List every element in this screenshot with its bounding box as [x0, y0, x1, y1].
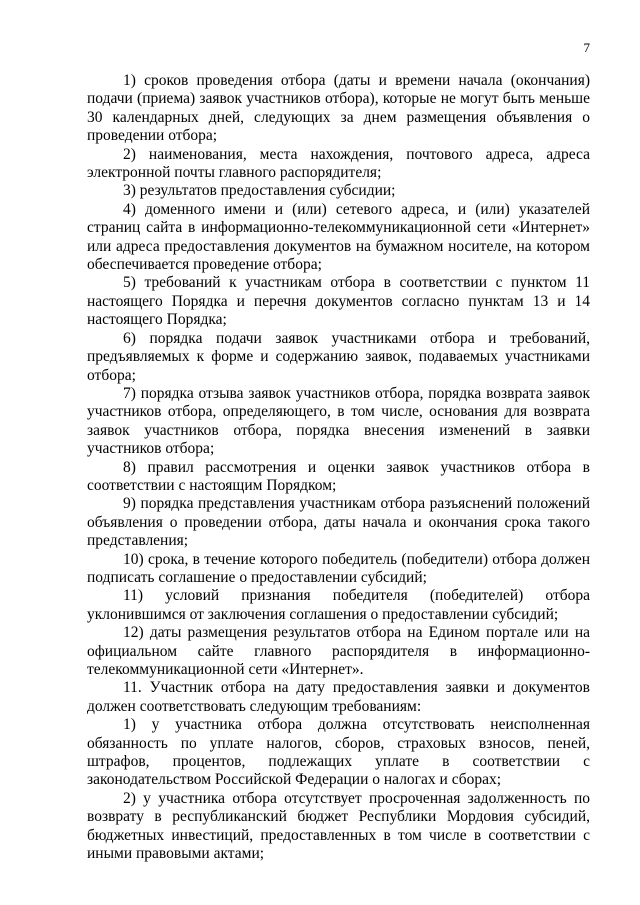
paragraph: 1) сроков проведения отбора (даты и времени начала (окончания) подачи (приема) заявок участников отбора), которые не могут быть меньше 30 календарных дней, следующих за днем размещения объявления о проведении отбора;: [87, 72, 590, 145]
paragraph: 6) порядка подачи заявок участниками отбора и требований, предъявляемых к форме и содержанию заявок, подаваемых участниками отбора;: [87, 329, 590, 384]
paragraph: 5) требований к участникам отбора в соответствии с пунктом 11 настоящего Порядка и перечня документов согласно пунктам 13 и 14 настоящего Порядка;: [87, 274, 590, 329]
paragraph: 12) даты размещения результатов отбора на Едином портале или на официальном сайте главного распорядителя в информационно-телекоммуникационной сети «Интернет».: [87, 624, 590, 678]
paragraph: 8) правил рассмотрения и оценки заявок участников отбора в соответствии с настоящим Порядком;: [87, 458, 590, 494]
paragraph: 10) срока, в течение которого победитель (победители) отбора должен подписать соглашение о предоставлении субсидий;: [87, 550, 590, 586]
paragraph: 2) наименования, места нахождения, почтового адреса, адреса электронной почты главного распорядителя;: [87, 145, 590, 182]
paragraph: 4) доменного имени и (или) сетевого адреса, и (или) указателей страниц сайта в информационно-телекоммуникационной сети «Интернет» или адреса предоставления документов на бумажном носителе, на котором обеспечивается проведение отбора;: [87, 200, 590, 274]
paragraph: 2) у участника отбора отсутствует просроченная задолженность по возврату в республиканский бюджет Республики Мордовия субсидий, бюджетных инвестиций, предоставленных в том числе в соответствии с иными правовыми актами;: [87, 789, 590, 863]
document-body: [87, 72, 590, 863]
page-number: 7: [583, 40, 590, 55]
paragraph: 11. Участник отбора на дату предоставления заявки и документов должен соответствовать следующим требованиям:: [87, 679, 590, 715]
paragraph: 7) порядка отзыва заявок участников отбора, порядка возврата заявок участников отбора, определяющего, в том числе, основания для возврата заявок участников отбора, порядка внесения изменений в заявки участников отбора;: [87, 384, 590, 458]
paragraph: 1) у участника отбора должна отсутствовать неисполненная обязанность по уплате налогов, сборов, страховых взносов, пеней, штрафов, процентов, подлежащих уплате в соответствии с законодательством Российской Федерации о налогах и сборах;: [87, 716, 590, 789]
paragraph: 9) порядка представления участникам отбора разъяснений положений объявления о проведении отбора, даты начала и окончания срока такого представления;: [87, 495, 590, 550]
paragraph: 3) результатов предоставления субсидии;: [123, 182, 396, 200]
paragraph: 11) условий признания победителя (победителей) отбора уклонившимся от заключения соглашения о предоставлении субсидий;: [87, 587, 590, 623]
